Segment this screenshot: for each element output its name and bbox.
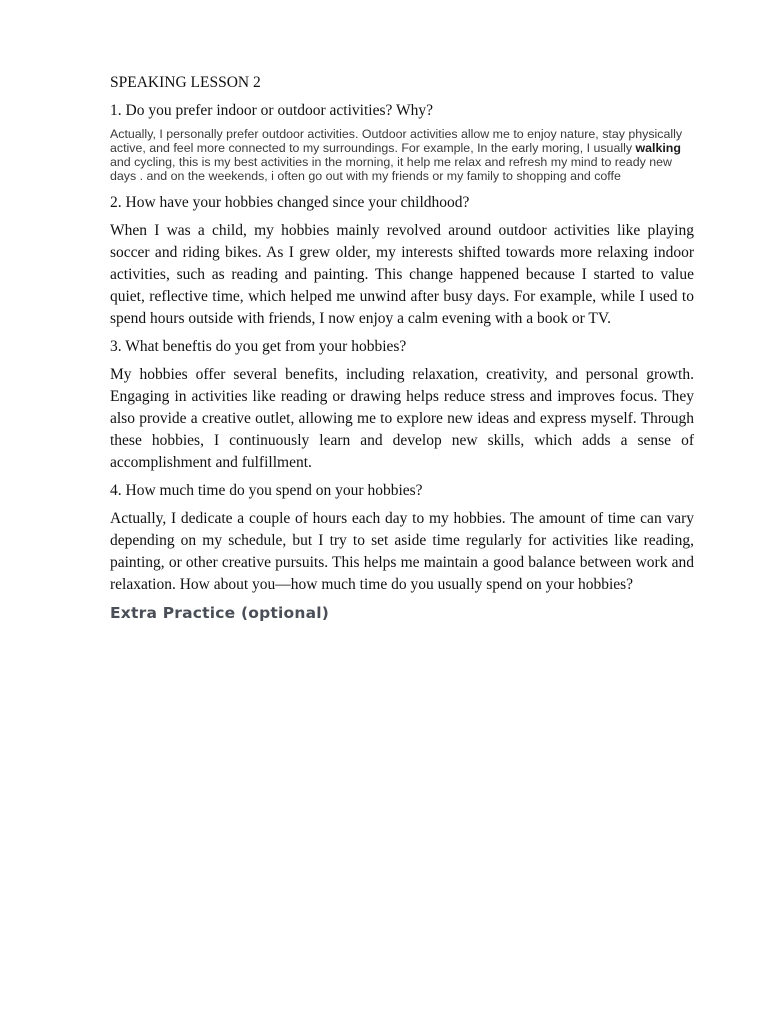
answer-1 <box>110 128 694 184</box>
lesson-title: SPEAKING LESSON 2 <box>110 74 261 91</box>
answer-1-text-start: Actually, I personally prefer outdoor activities. Outdoor activities allow me to enjoy nature, stay physically active, and feel more connected to my surroundings. For example, In the early moring, I usually <box>110 127 683 155</box>
question-4: 4. How much time do you spend on your hobbies? <box>110 481 423 499</box>
extra-practice-heading: Extra Practice (optional) <box>110 603 330 622</box>
answer-3: My hobbies offer several benefits, including relaxation, creativity, and personal growth. Engaging in activities like reading or drawing helps reduce stress and improves focus. They also provide a creative outlet, allowing me to explore new ideas and express myself. Through these hobbies, I continuously learn and develop new skills, which adds a sense of accomplishment and fulfillment. <box>110 365 694 471</box>
question-1: 1. Do you prefer indoor or outdoor activities? Why? <box>110 102 433 119</box>
answer-1-bold-word: walking <box>635 140 681 155</box>
question-2: 2. How have your hobbies changed since your childhood? <box>110 193 470 211</box>
answer-4: Actually, I dedicate a couple of hours each day to my hobbies. The amount of time can vary depending on my schedule, but I try to set aside time regularly for activities like reading, painting, or other creative pursuits. This helps me maintain a good balance between work and relaxation. How about you—how much time do you usually spend on your hobbies? <box>110 509 694 593</box>
answer-2: When I was a child, my hobbies mainly revolved around outdoor activities like playing soccer and riding bikes. As I grew older, my interests shifted towards more relaxing indoor activities, such as reading and painting. This change happened because I started to value quiet, reflective time, which helped me unwind after busy days. For example, while I used to spend hours outside with friends, I now enjoy a calm evening with a book or TV. <box>110 221 694 327</box>
answer-1-text-end: and cycling, this is my best activities in the morning, it help me relax and refresh my mind to ready new days . and on the weekends, i often go out with my friends or my family to shopping and coffe <box>110 154 672 183</box>
question-3: 3. What beneftis do you get from your hobbies? <box>110 337 407 355</box>
document-page <box>110 72 694 624</box>
